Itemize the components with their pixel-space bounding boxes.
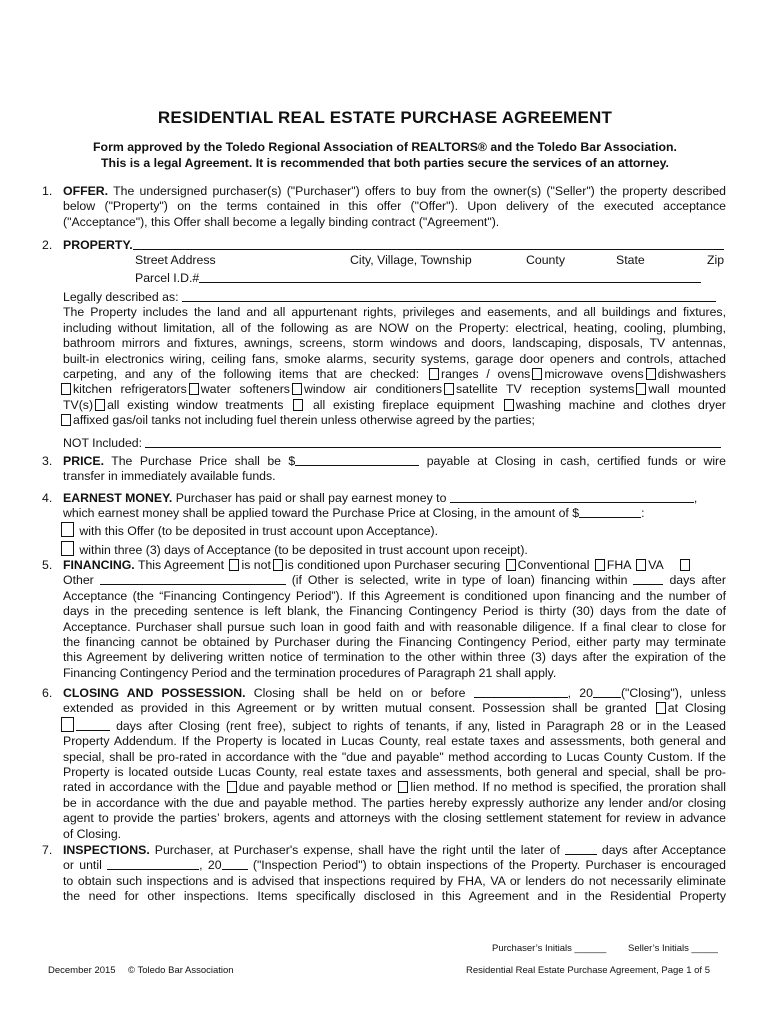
inspection-days-field[interactable] bbox=[565, 843, 597, 855]
parcel-field[interactable] bbox=[199, 271, 701, 283]
text-line: including without limitation, all of the following as are NOW on the Property: electrical, heating, cooling, plumbing, bbox=[63, 320, 726, 335]
section-heading: PRICE. bbox=[63, 454, 104, 468]
deposit-within-three-days-checkbox[interactable] bbox=[61, 541, 74, 556]
section-number: 3. bbox=[42, 454, 53, 468]
footer-page-number: Residential Real Estate Purchase Agreement, Page 1 of 5 bbox=[466, 965, 710, 976]
section-heading: CLOSING AND POSSESSION. bbox=[63, 686, 246, 700]
text-line: carpeting, and any of the following items that are checked: bbox=[63, 367, 420, 382]
text-line: The undersigned purchaser(s) ("Purchaser") offers to buy from the owner(s) ("Seller") the property described bbox=[113, 184, 726, 198]
closing-date-field[interactable] bbox=[474, 686, 568, 698]
section-heading: EARNEST MONEY. bbox=[63, 491, 173, 505]
is-conditioned-label: is conditioned upon Purchaser securing bbox=[284, 558, 501, 572]
is-conditioned-checkbox[interactable] bbox=[273, 559, 283, 571]
text-line: ("Acceptance"), this Offer shall become a legally binding contract ("Agreement"). bbox=[63, 214, 500, 229]
window-treatments-checkbox[interactable] bbox=[95, 399, 105, 411]
air-conditioner-checkbox[interactable] bbox=[292, 383, 302, 395]
text-line: Purchaser, at Purchaser's expense, shall have the right until the later of bbox=[154, 843, 560, 857]
text-line: Acceptance (the “Financing Contingency Period”). If this Agreement is conditioned upon financing and the number of bbox=[63, 588, 726, 603]
document-page: RESIDENTIAL REAL ESTATE PURCHASE AGREEMENT Form approved by the Toledo Regional Association of REALTORS® and the Toledo Bar Association. This is a legal Agreement. It is recommended that both parties secure the services of an attorney. 1. OFFER. The undersigned purchaser(s) ("Purchaser") offers to buy from the owner(s) ("Seller") the property described below ("Property") on the terms contained in this offer ("Offer"). Upon delivery of the executed acceptance ("Acceptance"), this Offer shall become a legally binding contract ("Agreement"). 2. PROPERTY. Street Address City, Village, Township County State Zip Parcel I.D.# Legally described as: The Property includes the land and all appurtenant rights, privileges and easements, and all buildings and fixtures, including without limitation, all of the following as are NOW on the Property: electrical, heating, cooling, plumbing, bathroom mirrors and fixtures, awnings, screens, storm windows and doors, landscaping, disposals, TV antennas, built-in electronics wiring, ceiling fans, smoke alarms, security systems, garage door openers and controls, attached carpeting, and any of the following items that are checked: ranges / ovens microwave ovens dishwashers kitchen refrigerators water softeners window air conditioners satellite TV reception systems wall mounted TV(s) all existing window treatments all existing fireplace equipment washing machine and clothes dryer affixed gas/oil tanks not including fuel therein unless otherwise agreed by the parties; NOT Included: 3. PRICE. The Purchase Price shall be $ payable at Closing in cash, certified funds or wire transfer in immediately available funds. 4. EARNEST MONEY. Purchaser has paid or shall pay earnest money to , which earnest money shall be applied toward the Purchase Price at Closing, in the amount of $ : with this Offer (to be deposited in trust account upon Acceptance). within three (3) days of Acceptance (to be deposited in trust account upon receipt). 5. FINANCING. This Agreement is not is conditioned upon Purchaser securing Conventional FHA VA Other (if Other is selected, write in type of loan) financing within days after Acceptance (the “Financing Contingency Period”). If this Agreement is conditioned upon financing and the number of days in the preceding sentence is left blank, the Financing Contingency Period is thirty (30) days from the date of Acceptance. Purchaser shall pursue such loan in good faith and with reasonable diligence. If a final clear to close for the financing cannot be obtained by Purchaser during the Financing Contingency Period, either party may terminate this Agreement by delivering written notice of termination to the other within three (3) days after the expiration of the Financing Contingency Period and the termination procedures of Paragraph 21 shall apply. 6. CLOSING AND POSSESSION. Closing shall be held on or before , 20 ("Closing"), unless extended as provided in this Agreement or by written mutual consent. Possession shall be granted at Closing days after Closing (rent free), subject to rights of tenants, if any, listed in Paragraph 28 or in the Leased Property Addendum. If the Property is located in Lucas County, real estate taxes and assessments, both general and special, shall be pro-rated in accordance with the "due and payable" method according to Lucas County Custom. If the Property is located outside Lucas County, real estate taxes and assessments, both general and special, shall be pro- rated in accordance with the due and payable method or lien method. If no method is specified, the proration shall be in accordance with the due and payable method. The parties hereby expressly authorize any lender and/or closing agent to provide the parties’ brokers, agents and attorneys with the closing settlement statement for review in advance of Closing. 7. INSPECTIONS. Purchaser, at Purchaser's expense, shall have the right until the later of days after Acceptance or until , 20 ("Inspection Period") to obtain inspections of the Property. Purchaser is encouraged to obtain such inspections and is advised that inspections required by FHA, VA or lenders do not necessarily eliminate the need for other inspections. Items specifically disclosed in this Agreement and in the Residential Property Purchaser’s Initials ______ Seller’s Initials _____ December 2015 © Toledo Bar Association Residential Real Estate Purchase Agreement, Page 1 of 5 bbox=[0, 0, 770, 1024]
refrigerator-label: kitchen refrigerators bbox=[73, 382, 187, 397]
fha-label: FHA bbox=[606, 558, 631, 572]
satellite-checkbox[interactable] bbox=[444, 383, 454, 395]
section-number: 2. bbox=[42, 238, 53, 252]
wall-mounted-checkbox[interactable] bbox=[636, 383, 646, 395]
text-line: , 20 bbox=[199, 858, 222, 873]
text-line: below ("Property") on the terms contained in this offer ("Offer"). Upon delivery of the executed acceptance bbox=[63, 199, 726, 214]
text-line: Property Addendum. If the Property is located in Lucas County, real estate taxes and assessments, both general and bbox=[63, 734, 726, 749]
lien-method-checkbox[interactable] bbox=[398, 781, 408, 793]
text-line: Closing shall be held on or before bbox=[253, 686, 466, 700]
microwave-checkbox[interactable] bbox=[532, 368, 542, 380]
legal-description-label: Legally described as: bbox=[63, 290, 179, 304]
satellite-label: satellite TV reception systems bbox=[455, 382, 635, 397]
va-checkbox[interactable] bbox=[636, 559, 646, 571]
closing-year-field[interactable] bbox=[593, 686, 621, 698]
refrigerator-checkbox[interactable] bbox=[61, 383, 71, 395]
earnest-amount-field[interactable] bbox=[579, 506, 641, 518]
other-label: Other bbox=[63, 573, 94, 588]
section-number: 4. bbox=[42, 491, 53, 505]
financing-days-field[interactable] bbox=[633, 573, 663, 585]
possession-days-field[interactable] bbox=[76, 719, 110, 731]
softener-label: water softeners bbox=[200, 382, 290, 397]
is-not-checkbox[interactable] bbox=[229, 559, 239, 571]
fireplace-label: all existing fireplace equipment bbox=[312, 397, 495, 412]
other-loan-checkbox[interactable] bbox=[680, 559, 690, 571]
section-heading: FINANCING. bbox=[63, 558, 135, 572]
inspection-date-field[interactable] bbox=[107, 858, 199, 870]
text-line: , 20 bbox=[567, 686, 593, 700]
text-line: days after bbox=[669, 573, 726, 588]
earnest-money-holder-field[interactable] bbox=[450, 491, 694, 503]
text-line: Purchaser has paid or shall pay earnest money to bbox=[175, 491, 447, 505]
not-included-label: NOT Included: bbox=[63, 435, 143, 450]
purchase-price-field[interactable] bbox=[295, 454, 419, 466]
section-number: 7. bbox=[42, 843, 53, 857]
at-closing-label: at Closing bbox=[667, 701, 726, 716]
text-line: special, shall be pro-rated in accordance with the "due and payable" method according to Lucas County Custom. If the bbox=[63, 749, 726, 764]
microwave-label: microwave ovens bbox=[544, 367, 644, 382]
text-line: transfer in immediately available funds. bbox=[63, 469, 276, 484]
parcel-label: Parcel I.D.# bbox=[135, 271, 200, 285]
text-line: rated in accordance with the bbox=[63, 780, 221, 795]
option-label: with this Offer (to be deposited in trust account upon Acceptance). bbox=[79, 523, 439, 538]
conventional-checkbox[interactable] bbox=[506, 559, 516, 571]
text-line: ("Inspection Period") to obtain inspections of the Property. Purchaser is encouraged bbox=[252, 858, 726, 873]
text-line: built-in electronics wiring, ceiling fans, smoke alarms, security systems, garage door openers and controls, attached bbox=[63, 351, 726, 366]
softener-checkbox[interactable] bbox=[189, 383, 199, 395]
text-line: the financing cannot be obtained by Purchaser during the Financing Contingency Period, either party may terminate bbox=[63, 635, 726, 650]
text-line: (if Other is selected, write in type of loan) financing within bbox=[291, 573, 628, 588]
due-payable-label: due and payable method or bbox=[238, 780, 393, 795]
approval-line: Form approved by the Toledo Regional Association of REALTORS® and the Toledo Bar Association. bbox=[93, 140, 677, 154]
other-loan-field[interactable] bbox=[100, 573, 286, 585]
gas-tanks-checkbox[interactable] bbox=[61, 414, 71, 426]
fha-checkbox[interactable] bbox=[595, 559, 605, 571]
wall-mounted-label: wall mounted bbox=[648, 382, 726, 397]
section-number: 6. bbox=[42, 686, 53, 700]
zip-label: Zip bbox=[707, 253, 725, 267]
inspection-year-field[interactable] bbox=[222, 858, 248, 870]
text-line: payable at Closing in cash, certified funds or wire bbox=[426, 454, 726, 468]
ranges-checkbox[interactable] bbox=[429, 368, 439, 380]
text-line: to obtain such inspections and is advised that inspections required by FHA, VA or lenders do not necessarily eliminate bbox=[63, 873, 726, 888]
ranges-label: ranges / ovens bbox=[440, 367, 531, 382]
text-line: Financing Contingency Period and the termination procedures of Paragraph 21 shall apply. bbox=[63, 665, 557, 680]
city-label: City, Village, Township bbox=[350, 253, 472, 267]
footer-copyright: © Toledo Bar Association bbox=[128, 965, 234, 976]
section-heading: PROPERTY. bbox=[63, 238, 133, 252]
legal-description-field[interactable] bbox=[182, 290, 716, 302]
lien-method-label: lien method. If no method is specified, the proration shall bbox=[410, 780, 726, 795]
text-line: days after Closing (rent free), subject to rights of tenants, if any, listed in Paragraph 28 or in the Leased bbox=[116, 718, 726, 733]
text-line: bathroom mirrors and fixtures, awnings, screens, storm windows and doors, landscaping, disposals, TV antennas, bbox=[63, 336, 726, 351]
text-line: this Agreement by delivering written notice of termination to the other within three (3) days after the expiration of the bbox=[63, 650, 726, 665]
section-number: 1. bbox=[42, 184, 53, 198]
text-line: be in accordance with the due and payable method. The parties hereby expressly authorize any lender and/or closing bbox=[63, 795, 726, 810]
gas-tanks-label: affixed gas/oil tanks not including fuel therein unless otherwise agreed by the parties; bbox=[73, 413, 535, 428]
conventional-label: Conventional bbox=[517, 558, 590, 572]
va-label: VA bbox=[648, 558, 664, 572]
seller-initials[interactable]: Seller’s Initials _____ bbox=[628, 943, 718, 954]
text-line: ("Closing"), unless bbox=[620, 686, 726, 700]
text-line: The Purchase Price shall be $ bbox=[111, 454, 296, 468]
possession-days-checkbox[interactable] bbox=[61, 717, 74, 732]
dishwashers-label: dishwashers bbox=[657, 367, 727, 382]
washer-checkbox[interactable] bbox=[504, 399, 514, 411]
window-treatments-label: all existing window treatments bbox=[107, 397, 284, 412]
fireplace-checkbox[interactable] bbox=[293, 399, 303, 411]
section-number: 5. bbox=[42, 558, 53, 572]
text-line: This Agreement bbox=[137, 558, 225, 572]
attorney-notice: This is a legal Agreement. It is recommended that both parties secure the services of an attorney. bbox=[101, 156, 669, 170]
dishwashers-checkbox[interactable] bbox=[646, 368, 656, 380]
property-address-field[interactable] bbox=[133, 238, 724, 250]
purchaser-initials[interactable]: Purchaser’s Initials ______ bbox=[492, 943, 607, 954]
county-label: County bbox=[526, 253, 565, 267]
page-title: RESIDENTIAL REAL ESTATE PURCHASE AGREEMENT bbox=[157, 108, 613, 127]
text-line: days in the preceding sentence is left blank, the Financing Contingency Period is thirty (30) days from the date of bbox=[63, 604, 726, 619]
possession-at-closing-checkbox[interactable] bbox=[656, 702, 666, 714]
text-line: or until bbox=[63, 858, 102, 873]
air-conditioner-label: window air conditioners bbox=[303, 382, 442, 397]
due-payable-checkbox[interactable] bbox=[227, 781, 237, 793]
text-line: of Closing. bbox=[63, 826, 122, 841]
is-not-label: is not bbox=[241, 558, 271, 572]
not-included-field[interactable] bbox=[145, 436, 721, 448]
deposit-with-offer-checkbox[interactable] bbox=[61, 522, 74, 537]
text-line: Property is located outside Lucas County, real estate taxes and assessments, both general and special, shall be pro- bbox=[63, 765, 726, 780]
text-line: extended as provided in this Agreement or by written mutual consent. Possession shall be granted bbox=[63, 701, 647, 716]
text-line: days after Acceptance bbox=[601, 843, 726, 857]
tv-label: TV(s) bbox=[63, 397, 94, 412]
footer-date: December 2015 bbox=[48, 965, 116, 976]
text-line: the need for other inspections. Items specifically disclosed in this Agreement and in the Residential Property bbox=[63, 889, 726, 904]
section-heading: OFFER. bbox=[63, 184, 109, 198]
state-label: State bbox=[616, 253, 645, 267]
text-line: Acceptance. Purchaser shall pursue such loan in good faith and with reasonable diligence. If a final clear to close for bbox=[63, 619, 726, 634]
text-line: which earnest money shall be applied toward the Purchase Price at Closing, in the amount of $ bbox=[63, 506, 580, 521]
section-heading: INSPECTIONS. bbox=[63, 843, 150, 857]
text-line: agent to provide the parties’ brokers, agents and attorneys with the closing settlement statement for review in advance bbox=[63, 811, 726, 826]
option-label: within three (3) days of Acceptance (to be deposited in trust account upon receipt). bbox=[79, 543, 528, 558]
washer-label: washing machine and clothes dryer bbox=[515, 397, 727, 412]
street-address-label: Street Address bbox=[135, 253, 216, 267]
text-line: The Property includes the land and all appurtenant rights, privileges and easements, and all buildings and fixtures, bbox=[63, 305, 726, 320]
